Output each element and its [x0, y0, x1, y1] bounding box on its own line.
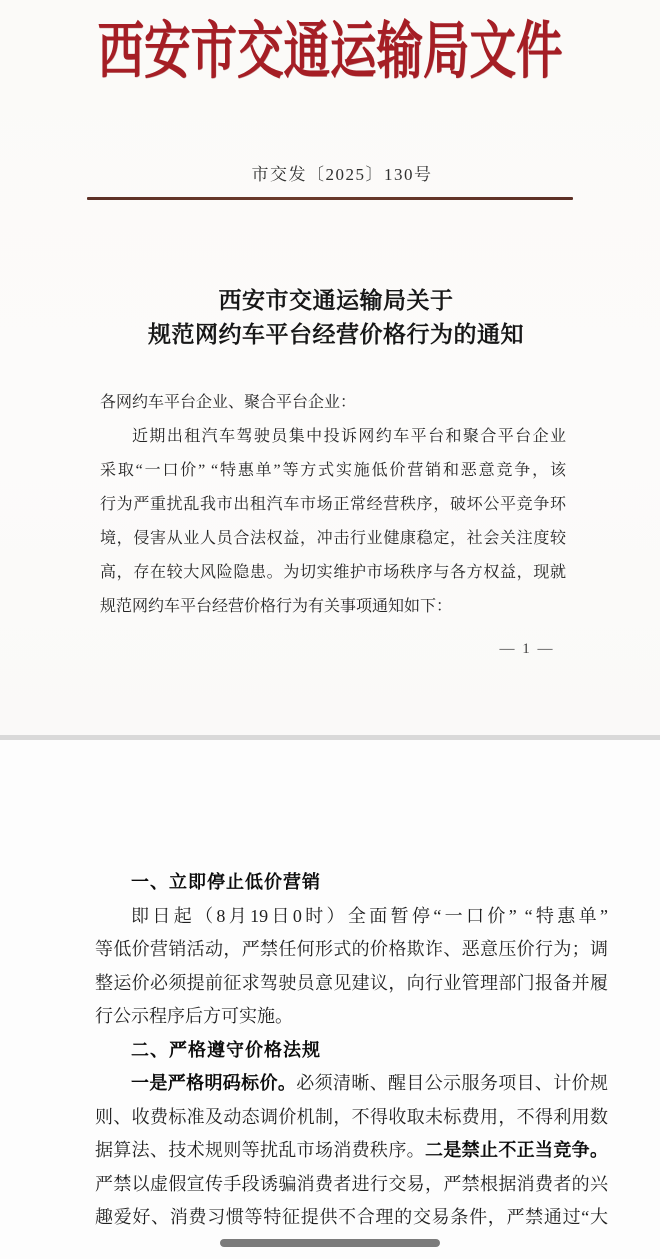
body-line: 境，侵害从业人员合法权益，冲击行业健康稳定，社会关注度较 — [100, 530, 566, 547]
doc-title-line-2: 规范网约车平台经营价格行为的通知 — [148, 322, 524, 347]
body-line: 趣爱好、消费习惯等特征提供不合理的交易条件，严禁通过“大 — [95, 1207, 608, 1227]
bottom-bar — [220, 1239, 440, 1247]
body-line: 严禁以虚假宣传手段诱骗消费者进行交易，严禁根据消费者的兴 — [95, 1173, 608, 1194]
section-1-heading: 一、立即停止低价营销 — [131, 872, 321, 892]
agency-header-title: 西安市交通运输局文件 — [97, 18, 563, 86]
salutation-line: 各网约车平台企业、聚合平台企业： — [100, 394, 357, 411]
body-line: 近期出租汽车驾驶员集中投诉网约车平台和聚合平台企业 — [132, 428, 566, 445]
bold-run: 一是严格明码标价。 — [131, 1073, 297, 1093]
body-line: 高，存在较大风险隐患。为切实维护市场秩序与各方权益，现就 — [100, 564, 566, 581]
body-line: 即日起（8月19日0时）全面暂停“一口价” “特惠单” — [131, 905, 608, 926]
body-line — [95, 1067, 608, 1101]
section-2-heading: 二、严格遵守价格法规 — [131, 1039, 321, 1060]
body-line: 行公示程序后方可实施。 — [95, 1006, 293, 1026]
doc-title — [12, 284, 660, 352]
page-1-body — [100, 386, 566, 624]
page-number: — 1 — — [499, 641, 555, 657]
body-line: 规范网约车平台经营价格行为有关事项通知如下： — [100, 598, 453, 615]
body-line: 等低价营销活动，严禁任何形式的价格欺诈、恶意压价行为；调 — [95, 939, 608, 959]
bold-run: 二是禁止不正当竞争。 — [425, 1140, 608, 1160]
text-run: 必须清晰、醒目公示服务项目、计价规 — [296, 1073, 609, 1093]
body-line: 行为严重扰乱我市出租汽车市场正常经营秩序，破坏公平竞争环 — [100, 496, 566, 513]
page-divider — [0, 735, 660, 740]
body-line — [95, 1134, 608, 1168]
body-line: 整运价必须提前征求驾驶员意见建议，向行业管理部门报备并履 — [95, 972, 608, 993]
body-line: 采取“一口价” “特惠单”等方式实施低价营销和恶意竞争，该 — [100, 462, 566, 479]
body-line: 则、收费标准及动态调价机制，不得收取未标费用，不得利用数 — [95, 1106, 608, 1127]
doc-number: 市交发〔2025〕130号 — [251, 165, 433, 184]
text-run: 据算法、技术规则等扰乱市场消费秩序。 — [95, 1140, 425, 1160]
page-2-body — [95, 866, 608, 1235]
red-separator-line — [87, 197, 573, 200]
doc-title-line-1: 西安市交通运输局关于 — [218, 288, 454, 313]
